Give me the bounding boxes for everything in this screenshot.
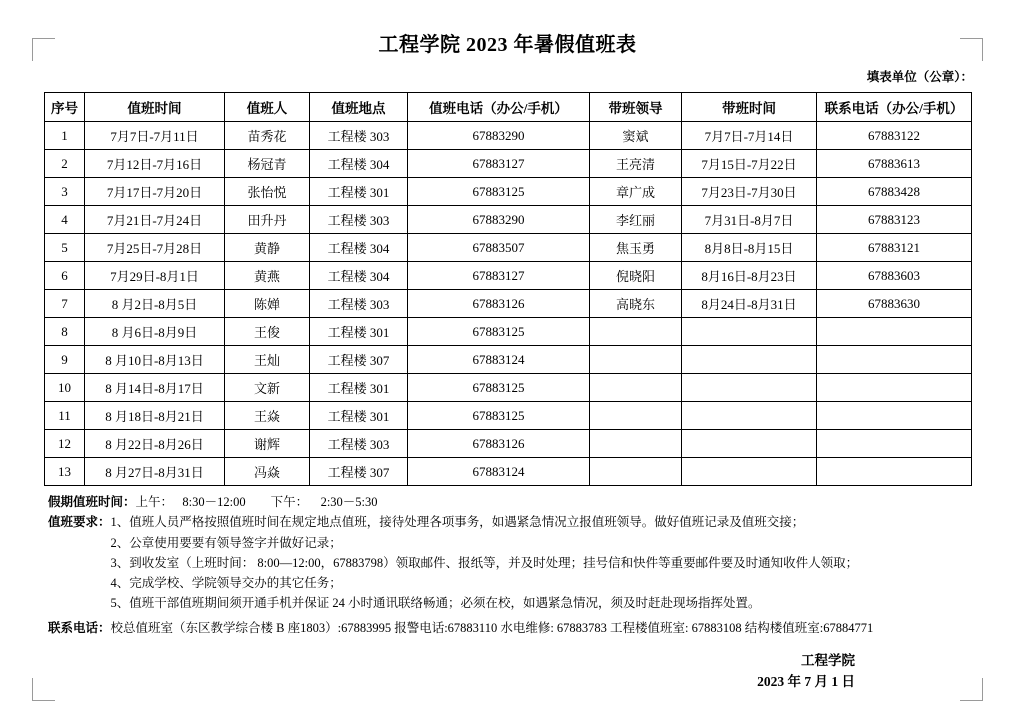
cell-duty-time: 8 月18日-8月21日: [85, 402, 225, 430]
cell-phone: 67883125: [408, 178, 590, 206]
crop-mark-bottom-left: [32, 678, 55, 701]
table-row: [45, 430, 972, 458]
cell-leader-time: 7月23日-7月30日: [682, 178, 817, 206]
duty-hours-value: 上午： 8:30－12:00 下午： 2:30－5:30: [135, 495, 378, 509]
cell-person: 陈婵: [225, 290, 310, 318]
cell-duty-time: 8 月14日-8月17日: [85, 374, 225, 402]
cell-no: 11: [45, 402, 85, 430]
cell-person: 王焱: [225, 402, 310, 430]
cell-leader-time: 7月7日-7月14日: [682, 122, 817, 150]
cell-place: 工程楼 301: [310, 374, 408, 402]
requirements-list: [111, 512, 971, 613]
table-row: [45, 318, 972, 346]
requirement-item: 3、到收发室（上班时间： 8:00—12:00，67883798）领取邮件、报纸等，并及时处理；挂号信和快件等重要邮件要及时通知收件人领取；: [110, 555, 859, 570]
cell-phone: 67883124: [408, 346, 590, 374]
cell-duty-time: 7月7日-7月11日: [85, 122, 225, 150]
cell-phone: 67883127: [408, 150, 590, 178]
cell-phone: 67883125: [408, 402, 590, 430]
table-row: [45, 458, 972, 486]
cell-place: 工程楼 303: [310, 122, 408, 150]
duty-hours-row: [48, 492, 971, 512]
filling-unit-label: 填表单位（公章）：: [866, 70, 973, 84]
cell-no: 7: [45, 290, 85, 318]
cell-leader-time: 7月31日-8月7日: [682, 206, 817, 234]
cell-leader-time: [682, 346, 817, 374]
cell-duty-time: 8 月2日-8月5日: [85, 290, 225, 318]
duty-table: [44, 92, 972, 486]
col-header-place: 值班地点: [310, 93, 408, 122]
cell-leader-phone: [817, 374, 972, 402]
cell-place: 工程楼 303: [310, 430, 408, 458]
requirements-row: [48, 512, 971, 613]
cell-duty-time: 8 月22日-8月26日: [85, 430, 225, 458]
cell-leader-time: [682, 374, 817, 402]
table-row: [45, 150, 972, 178]
cell-leader: 焦玉勇: [590, 234, 682, 262]
cell-no: 9: [45, 346, 85, 374]
cell-place: 工程楼 301: [310, 318, 408, 346]
cell-leader-time: [682, 430, 817, 458]
cell-no: 5: [45, 234, 85, 262]
crop-mark-top-left: [32, 38, 55, 61]
cell-leader-phone: [817, 458, 972, 486]
cell-place: 工程楼 307: [310, 458, 408, 486]
cell-leader-time: [682, 318, 817, 346]
requirement-item: 4、完成学校、学院领导交办的其它任务；: [110, 576, 342, 590]
cell-phone: 67883125: [408, 318, 590, 346]
cell-phone: 67883126: [408, 430, 590, 458]
cell-leader: 王亮清: [590, 150, 682, 178]
signature-date: 2023 年 7 月 1 日: [757, 674, 855, 690]
requirements-label: 值班要求：: [48, 515, 111, 530]
cell-phone: 67883127: [408, 262, 590, 290]
cell-no: 8: [45, 318, 85, 346]
contact-value: 校总值班室（东区教学综合楼 B 座1803）:67883995 报警电话:67883110 水电维修: 67883783 工程楼值班室: 67883108 结构楼值班室:67884771: [110, 620, 874, 635]
cell-phone: 67883507: [408, 234, 590, 262]
contact-row: [48, 618, 971, 636]
cell-place: 工程楼 304: [310, 262, 408, 290]
requirement-item: 1、值班人员严格按照值班时间在规定地点值班，接待处理各项事务，如遇紧急情况立报值班领导。做好值班记录及值班交接；: [110, 515, 805, 530]
col-header-person: 值班人: [225, 93, 310, 122]
cell-place: 工程楼 303: [310, 206, 408, 234]
cell-phone: 67883124: [408, 458, 590, 486]
requirement-item: 2、公章使用要要有领导签字并做好记录；: [110, 535, 342, 550]
crop-mark-top-right: [960, 38, 983, 61]
cell-person: 谢辉: [225, 430, 310, 458]
cell-leader: [590, 318, 682, 346]
cell-leader-time: 8月8日-8月15日: [682, 234, 817, 262]
cell-leader: [590, 402, 682, 430]
cell-place: 工程楼 303: [310, 290, 408, 318]
col-header-duty-time: 值班时间: [85, 93, 225, 122]
cell-duty-time: 7月17日-7月20日: [85, 178, 225, 206]
cell-leader: [590, 430, 682, 458]
cell-person: 杨冠青: [225, 150, 310, 178]
table-row: [45, 234, 972, 262]
signature-org: 工程学院: [801, 652, 855, 668]
col-header-no: 序号: [45, 93, 85, 122]
cell-duty-time: 8 月10日-8月13日: [85, 346, 225, 374]
table-row: [45, 206, 972, 234]
cell-place: 工程楼 304: [310, 150, 408, 178]
cell-no: 2: [45, 150, 85, 178]
cell-leader: 李红丽: [590, 206, 682, 234]
page-title: 工程学院 2023 年暑假值班表: [378, 34, 637, 56]
cell-leader-phone: 67883630: [817, 290, 972, 318]
table-row: [45, 262, 972, 290]
cell-person: 苗秀花: [225, 122, 310, 150]
cell-phone: 67883290: [408, 122, 590, 150]
document-page: [0, 28, 1015, 711]
crop-mark-bottom-right: [960, 678, 983, 701]
cell-phone: 67883126: [408, 290, 590, 318]
cell-leader: 章广成: [590, 178, 682, 206]
cell-leader-phone: 67883428: [817, 178, 972, 206]
table-row: [45, 290, 972, 318]
cell-no: 4: [45, 206, 85, 234]
cell-leader: [590, 374, 682, 402]
cell-place: 工程楼 307: [310, 346, 408, 374]
cell-duty-time: 7月12日-7月16日: [85, 150, 225, 178]
cell-leader-phone: 67883121: [817, 234, 972, 262]
cell-phone: 67883290: [408, 206, 590, 234]
cell-no: 1: [45, 122, 85, 150]
cell-person: 冯焱: [225, 458, 310, 486]
table-row: [45, 122, 972, 150]
cell-no: 3: [45, 178, 85, 206]
cell-person: 田升丹: [225, 206, 310, 234]
cell-place: 工程楼 301: [310, 178, 408, 206]
cell-duty-time: 8 月6日-8月9日: [85, 318, 225, 346]
cell-leader-phone: [817, 430, 972, 458]
col-header-leader: 带班领导: [590, 93, 682, 122]
cell-person: 黄燕: [225, 262, 310, 290]
cell-leader-phone: 67883123: [817, 206, 972, 234]
table-row: [45, 402, 972, 430]
cell-leader-phone: [817, 346, 972, 374]
cell-no: 10: [45, 374, 85, 402]
cell-duty-time: 7月25日-7月28日: [85, 234, 225, 262]
cell-leader: [590, 346, 682, 374]
cell-leader: 倪晓阳: [590, 262, 682, 290]
table-row: [45, 374, 972, 402]
cell-duty-time: 7月21日-7月24日: [85, 206, 225, 234]
cell-no: 12: [45, 430, 85, 458]
duty-table-container: [44, 92, 971, 486]
cell-leader-phone: 67883122: [817, 122, 972, 150]
signature-block: [0, 650, 1015, 693]
cell-person: 王灿: [225, 346, 310, 374]
cell-leader-phone: 67883613: [817, 150, 972, 178]
cell-leader: 高晓东: [590, 290, 682, 318]
cell-leader: 窦斌: [590, 122, 682, 150]
cell-phone: 67883125: [408, 374, 590, 402]
cell-duty-time: 8 月27日-8月31日: [85, 458, 225, 486]
cell-place: 工程楼 301: [310, 402, 408, 430]
cell-leader-time: 8月24日-8月31日: [682, 290, 817, 318]
cell-person: 黄静: [225, 234, 310, 262]
cell-leader-phone: [817, 318, 972, 346]
cell-duty-time: 7月29日-8月1日: [85, 262, 225, 290]
cell-leader: [590, 458, 682, 486]
cell-person: 文新: [225, 374, 310, 402]
cell-no: 13: [45, 458, 85, 486]
col-header-leader-time: 带班时间: [682, 93, 817, 122]
table-row: [45, 346, 972, 374]
col-header-leader-phone: 联系电话（办公/手机）: [817, 93, 972, 122]
table-header-row: [45, 93, 972, 122]
cell-leader-time: 7月15日-7月22日: [682, 150, 817, 178]
cell-leader-phone: [817, 402, 972, 430]
cell-leader-phone: 67883603: [817, 262, 972, 290]
cell-person: 王俊: [225, 318, 310, 346]
cell-place: 工程楼 304: [310, 234, 408, 262]
duty-hours-label: 假期值班时间：: [48, 495, 136, 509]
cell-leader-time: 8月16日-8月23日: [682, 262, 817, 290]
contact-label: 联系电话：: [48, 620, 111, 635]
cell-leader-time: [682, 458, 817, 486]
cell-leader-time: [682, 402, 817, 430]
cell-person: 张怡悦: [225, 178, 310, 206]
notes-section: [48, 492, 971, 614]
requirement-item: 5、值班干部值班期间须开通手机并保证 24 小时通讯联络畅通；必须在校，如遇紧急情况，须及时赶赴现场指挥处置。: [110, 596, 761, 611]
table-row: [45, 178, 972, 206]
col-header-phone: 值班电话（办公/手机）: [408, 93, 590, 122]
cell-no: 6: [45, 262, 85, 290]
